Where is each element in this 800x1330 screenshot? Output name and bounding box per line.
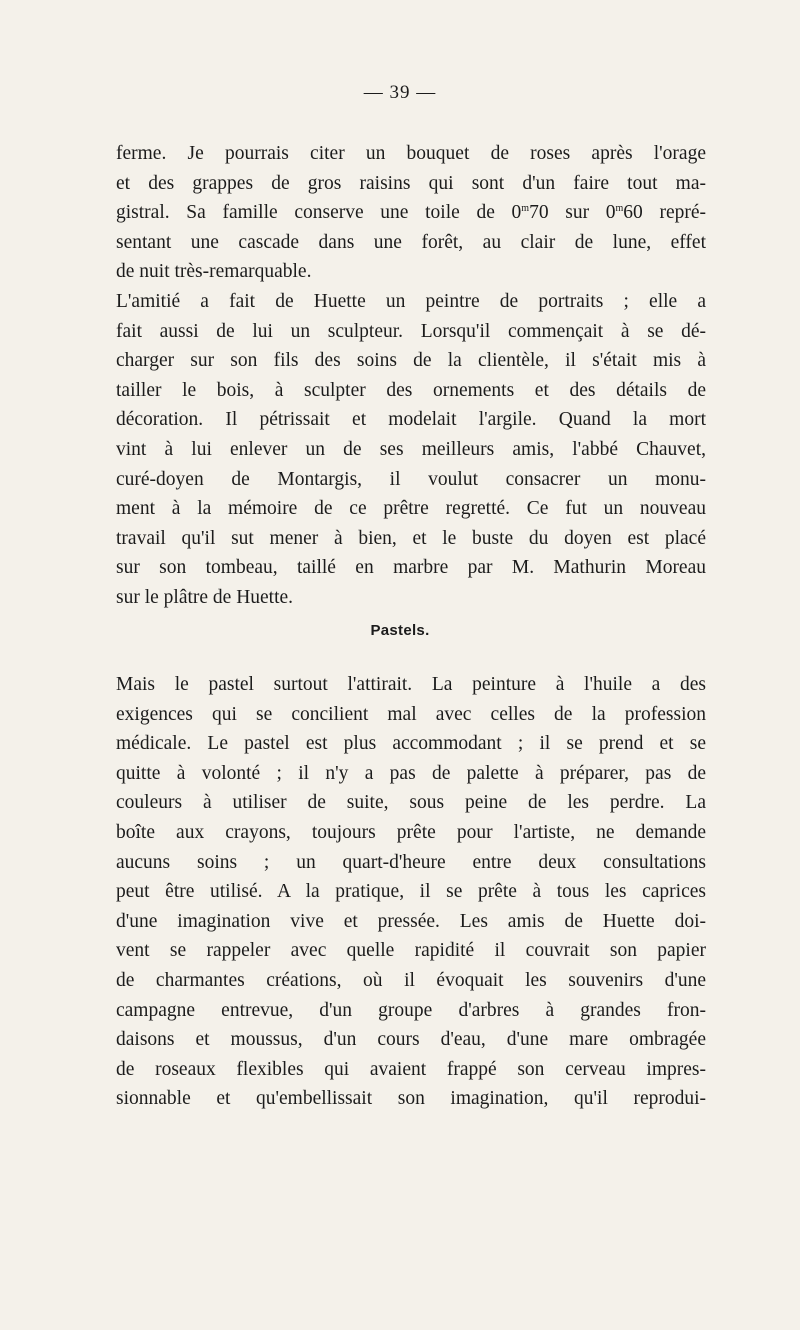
text-line: boîte aux crayons, toujours prête pour l'artiste, ne demande [116, 821, 706, 843]
text-line: curé-doyen de Montargis, il voulut consacrer un monu- [116, 468, 706, 490]
text-line: sentant une cascade dans une forêt, au clair de lune, effet [116, 231, 706, 253]
text-line: de roseaux flexibles qui avaient frappé son cerveau impres- [116, 1058, 706, 1080]
text-line: de nuit très-remarquable. [116, 261, 312, 283]
text-line: sur le plâtre de Huette. [116, 586, 294, 608]
text-line: L'amitié a fait de Huette un peintre de portraits ; elle a [116, 290, 706, 312]
text-line: aucuns soins ; un quart-d'heure entre deux consultations [116, 851, 706, 873]
text-line: et des grappes de gros raisins qui sont d'un faire tout ma- [116, 172, 706, 194]
text-line: couleurs à utiliser de suite, sous peine de les perdre. La [116, 792, 706, 814]
text-line: quitte à volonté ; il n'y a pas de palette à préparer, pas de [116, 762, 706, 784]
text-line: daisons et moussus, d'un cours d'eau, d'une mare ombragée [116, 1029, 706, 1051]
text-line: campagne entrevue, d'un groupe d'arbres à grandes fron- [116, 999, 706, 1021]
text-line: décoration. Il pétrissait et modelait l'argile. Quand la mort [116, 409, 706, 431]
text-line: vent se rappeler avec quelle rapidité il couvrait son papier [116, 940, 706, 962]
text-line: vint à lui enlever un de ses meilleurs amis, l'abbé Chauvet, [116, 438, 706, 460]
text-block-top [116, 139, 706, 613]
text-line: ferme. Je pourrais citer un bouquet de roses après l'orage [116, 143, 706, 164]
page-number: — 39 — [363, 82, 437, 103]
text-line: fait aussi de lui un sculpteur. Lorsqu'il commençait à se dé- [116, 320, 706, 342]
text-line: d'une imagination vive et pressée. Les amis de Huette doi- [116, 910, 706, 932]
text-line: sionnable et qu'embellissait son imagination, qu'il reprodui- [116, 1088, 706, 1110]
text-line: peut être utilisé. A la pratique, il se prête à tous les caprices [116, 881, 706, 903]
text-block-bottom [116, 670, 706, 1114]
text-line: sur son tombeau, taillé en marbre par M. Mathurin Moreau [116, 557, 706, 579]
text-line: ment à la mémoire de ce prêtre regretté. Ce fut un nouveau [116, 498, 706, 520]
text-line: gistral. Sa famille conserve une toile de 0$^m$70 sur 0$^m$60 repré- [116, 202, 706, 224]
text-line: de charmantes créations, où il évoquait les souvenirs d'une [116, 969, 706, 991]
section-heading: Pastels. [370, 622, 430, 639]
text-line: exigences qui se concilient mal avec celles de la profession [116, 703, 706, 725]
text-line: charger sur son fils des soins de la clientèle, il s'était mis à [116, 350, 706, 372]
text-line: médicale. Le pastel est plus accommodant ; il se prend et se [116, 733, 706, 755]
text-line: tailler le bois, à sculpter des ornements et des détails de [116, 379, 706, 401]
text-line: Mais le pastel surtout l'attirait. La peinture à l'huile a des [116, 674, 706, 695]
text-line: travail qu'il sut mener à bien, et le buste du doyen est placé [116, 527, 706, 549]
